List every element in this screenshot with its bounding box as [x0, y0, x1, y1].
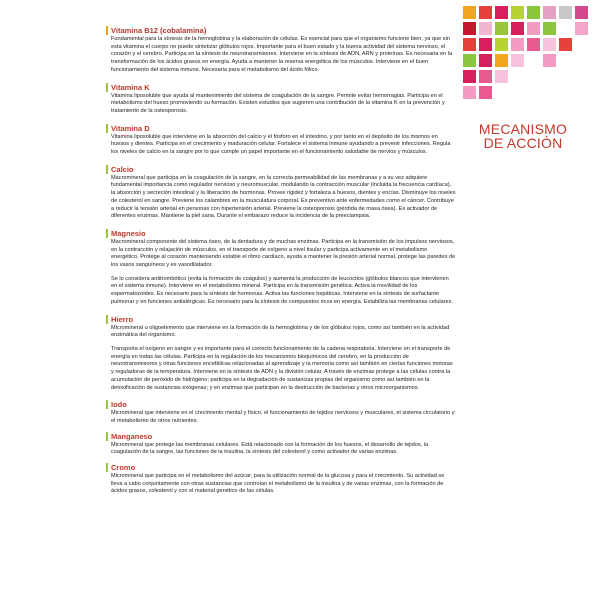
- section-title: Iodo: [106, 400, 456, 409]
- color-grid-cell: [463, 54, 476, 67]
- color-grid-cell: [575, 86, 588, 99]
- color-grid-cell: [463, 22, 476, 35]
- color-grid-cell: [575, 22, 588, 35]
- section-paragraph: Vitamina liposoluble que interviene en la absorción del calcio y el fósforo en el intestino, y por tanto en el depósito de los mismos en huesos y dientes. Participa en el crecimiento y maduración celular. Fortalece el sistema inmune ayudando a prevenir infecciones. Regula los niveles de calcio en la sangre por lo que cumple un papel importante en el funcionamiento saludable de nervios y músculos.: [111, 133, 451, 156]
- section-title: Magnesio: [106, 229, 456, 238]
- color-grid-cell: [559, 6, 572, 19]
- color-grid-cell: [543, 86, 556, 99]
- color-grid-cell: [575, 70, 588, 83]
- section-cromo: [111, 463, 456, 496]
- color-grid-cell: [511, 6, 524, 19]
- color-grid-cell: [527, 38, 540, 51]
- color-grid-cell: [495, 70, 508, 83]
- color-grid-row: [463, 86, 595, 99]
- color-grid-cell: [559, 86, 572, 99]
- color-grid-row: [463, 22, 595, 35]
- color-grid-cell: [463, 38, 476, 51]
- section-paragraph: Micromineral u oligoelemento que interviene en la formación de la hemoglobina y de los glóbulos rojos, como así también en la actividad enzimática del organismo.: [111, 324, 450, 339]
- section-b12: [111, 26, 456, 75]
- section-calcio: [111, 165, 456, 221]
- color-grid-row: [463, 70, 595, 83]
- section-vitamina-d: [111, 124, 456, 157]
- color-grid-cell: [463, 70, 476, 83]
- section-title: Cromo: [106, 463, 456, 472]
- section-title: Calcio: [106, 165, 456, 174]
- color-grid-cell: [559, 22, 572, 35]
- section-title: Hierro: [106, 315, 456, 324]
- color-grid-cell: [543, 70, 556, 83]
- color-grid-cell: [527, 22, 540, 35]
- section-title: Manganeso: [106, 432, 456, 441]
- color-grid-cell: [511, 38, 524, 51]
- color-grid-cell: [543, 22, 556, 35]
- section-manganeso: [111, 432, 456, 457]
- mechanism-title-line1: MECANISMO: [478, 121, 568, 137]
- color-grid-cell: [495, 22, 508, 35]
- section-vitamina-k: [111, 83, 456, 116]
- color-grid-cell: [559, 54, 572, 67]
- color-grid-cell: [495, 38, 508, 51]
- section-paragraph: Macromineral componente del sistema óseo, de la dentadura y de muchas enzimas. Participa en la transmisión de los impulsos nerviosos, en la contracción y relajación de músculos, en el transporte de oxígeno a nivel tisular y participa activamente en el metabolismo energético. Protege al corazón manteniendo estable el ritmo cardíaco, ayuda a mantener la presión arterial normal, protege las paredes de los vasos sanguíneos y es vasodilatador.: [111, 238, 456, 269]
- color-grid-cell: [527, 70, 540, 83]
- color-grid-cell: [527, 54, 540, 67]
- section-title: Vitamina B12 (cobalamina): [106, 26, 456, 35]
- color-grid-cell: [575, 38, 588, 51]
- section-paragraph: Fundamental para la síntesis de la hemoglobina y la elaboración de células. Es esencial para que el organismo funcione bien, ya que sin esta vitamina el cuerpo no puede sintetizar glóbulos rojos. Importante para el buen estado y la buena actividad del sistema nervioso, el corazón y el cerebro. Participa en la síntesis de neurotransmisores. Interviene en la síntesis de ADN, ARN y proteínas. Es necesaria en la transformación de los ácidos grasos en energía. Ayuda a mantener la reserva energética de los músculos. Interviene en el buen funcionamiento del sistema inmune. Necesaria para el metabolismo del ácido fólico.: [111, 36, 453, 73]
- color-grid-cell: [479, 70, 492, 83]
- color-grid-cell: [511, 22, 524, 35]
- section-hierro: [111, 315, 456, 393]
- section-paragraph: Macromineral que participa en la coagulación de la sangre, en la correcta permeabilidad de las membranas y a su vez adquiere fundamental importancia como regulador nervioso y neuromuscular, modulando la contracción muscular (incluida la frecuencia cardíaca), la absorción y secreción intestinal y la liberación de hormonas. Provee rigidez y fortaleza a huesos, dientes y encías. Disminuye los niveles de colesterol en sangre. Previene los calambres en la musculatura corporal. Es preventivo ante enfermedades como el cáncer. Contribuye a reducir la tensión arterial en personas con hipertensión arterial. Previene la osteoporosis (pérdida de masa ósea). Es activador de diferentes enzimas. Mantiene la piel sana. Durante el embarazo reduce la incidencia de la preeclampsia.: [111, 174, 456, 220]
- section-paragraph: Vitamina liposoluble que ayuda al mantenimiento del sistema de coagulación de la sangre. Permite evitar hemorragias. Participa en el metabolismo del hueso promoviendo su formación. Existen estudios que sugieren una contribución de la vitamina K en la prevención y tratamiento de la osteoporosis.: [111, 92, 445, 114]
- color-grid-cell: [479, 86, 492, 99]
- color-grid-cell: [543, 54, 556, 67]
- section-paragraph: Micromineral que interviene en el crecimiento mental y físico, el funcionamiento de tejidos nerviosos y musculares, el sistema circulatorio y el metabolismo de otros nutrientes.: [111, 410, 455, 424]
- color-grid-cell: [575, 54, 588, 67]
- color-grid-cell: [479, 22, 492, 35]
- color-grid-cell: [479, 38, 492, 51]
- content-column: [111, 26, 456, 502]
- color-grid-cell: [559, 70, 572, 83]
- section-paragraph: Se lo considera antitrombótico (evita la formación de coágulos) y aumenta la producción de leucocitos (glóbulos blancos que intervienen en el sistema inmune). Interviene en el metabolismo mineral. Participa en la transmisión genética. Activa la movilidad de los espermatozoides. Es necesario para la síntesis de hormonas. Activa las funciones hepáticas. Interviene en la síntesis de surfactante pulmonar y en funciones antialérgicas. Es necesario para la síntesis de compuestos ricos en energía. Estabiliza las membranas celulares.: [111, 275, 454, 305]
- color-grid-cell: [463, 86, 476, 99]
- color-grid-row: [463, 6, 595, 19]
- color-grid-logo: [463, 6, 595, 102]
- section-paragraph: Micromineral que protege las membranas celulares. Está relacionado con la formación de los huesos, el desarrollo de tejidos, la coagulación de la sangre, las funciones de la insulina, la síntesis del colesterol y como activador de varias enzimas.: [111, 441, 429, 456]
- section-paragraph: Transporta el oxígeno en sangre y es importante para el correcto funcionamiento de la cadena respiratoria. Interviene en el transporte de energía en todas las células. Participa en la regulación de los mecanismos bioquímicos del cerebro, en la producción de neurotransmisores y otras funciones encefálicas relacionadas al aprendizaje y la memoria como así también en ciertas funciones motoras y reguladoras de la temperatura. Interviene en la síntesis de ADN y la división celular. A través de enzimas protege a las células contra la acumulación de peróxido de hidrógeno; participa en la degradación de sustancias propias del organismo como así también en la detoxificación de sustancias exógenas; y en enzimas que participan en la destrucción de bacterias y otros microorganismos.: [111, 345, 453, 391]
- color-grid-cell: [495, 6, 508, 19]
- color-grid-cell: [527, 86, 540, 99]
- color-grid-cell: [479, 54, 492, 67]
- mechanism-title: [463, 122, 583, 150]
- color-grid-row: [463, 54, 595, 67]
- section-iodo: [111, 400, 456, 425]
- section-title: Vitamina D: [106, 124, 456, 133]
- mechanism-title-line2: DE ACCIÓN: [483, 135, 563, 151]
- section-magnesio: [111, 229, 456, 307]
- color-grid-cell: [543, 38, 556, 51]
- color-grid-cell: [479, 6, 492, 19]
- color-grid-row: [463, 38, 595, 51]
- color-grid-cell: [527, 6, 540, 19]
- color-grid-cell: [511, 86, 524, 99]
- color-grid-cell: [511, 70, 524, 83]
- color-grid-cell: [495, 86, 508, 99]
- color-grid-cell: [511, 54, 524, 67]
- color-grid-cell: [559, 38, 572, 51]
- color-grid-cell: [575, 6, 588, 19]
- section-paragraph: Micromineral que participa en el metabolismo del azúcar, para la utilización normal de la glucosa y para el crecimiento. Su actividad se lleva a cabo conjuntamente con otras sustancias que controlan el metabolismo de la insulina y de varias enzimas, con la formación de ácidos grasos, colesterol y con el material genético de las células.: [111, 473, 445, 495]
- section-title: Vitamina K: [106, 83, 456, 92]
- color-grid-cell: [463, 6, 476, 19]
- color-grid-cell: [543, 6, 556, 19]
- color-grid-cell: [495, 54, 508, 67]
